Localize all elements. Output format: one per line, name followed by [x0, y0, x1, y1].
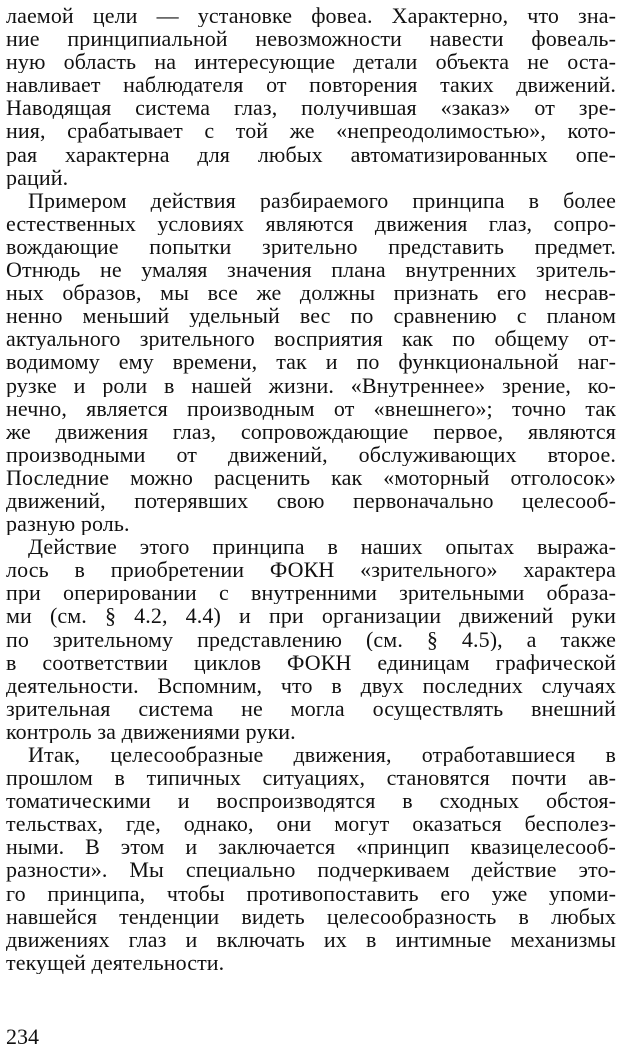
body-text: [6, 4, 616, 974]
text-line: рая характерна для любых автоматизированных опе-: [6, 142, 616, 166]
text-line: движениях глаз и включать их в интимные механизмы: [6, 927, 616, 951]
text-line: ние принципиальной невозможности навести фовеаль-: [6, 27, 616, 51]
page-number: 234: [6, 1024, 39, 1049]
text-line: разности». Мы специально подчеркиваем действие это-: [6, 858, 616, 882]
text-line: Наводящая система глаз, получившая «заказ» от зре-: [6, 96, 616, 120]
text-line: навшейся тенденции видеть целесообразность в любых: [6, 904, 616, 928]
text-line: же движения глаз, сопровождающие первое, являются: [6, 419, 616, 443]
text-line: Примером действия разбираемого принципа в более: [28, 188, 616, 212]
text-line: ненно меньший удельный вес по сравнению с планом: [6, 304, 616, 328]
paragraph: [6, 4, 616, 189]
text-line: ную область на интересующие детали объекта не оста-: [6, 50, 616, 74]
text-line: рузке и роли в нашей жизни. «Внутреннее» зрение, ко-: [6, 373, 616, 397]
text-line: вождающие попытки зрительно представить предмет.: [6, 234, 616, 259]
text-line: Итак, целесообразные движения, отработавшиеся в: [28, 743, 616, 767]
text-line: движений, потерявших свою первоначально целесооб-: [6, 488, 616, 513]
text-line: томатическими и воспроизводятся в сходных обстоя-: [6, 789, 616, 813]
text-line: по зрительному представлению (см. § 4.5), а также: [6, 627, 616, 651]
paragraph: [6, 189, 616, 535]
text-line: текущей деятельности.: [6, 950, 225, 974]
text-line: Последние можно расценить как «моторный отголосок»: [6, 465, 616, 489]
text-line: разную роль.: [6, 512, 130, 536]
text-line: актуального зрительного восприятия как по общему от-: [6, 327, 616, 351]
text-line: зрительная система не могла осуществлять внешний: [6, 696, 616, 720]
text-line: лось в приобретении ФОКН «зрительного» характера: [6, 558, 616, 582]
text-line: ния, срабатывает с той же «непреодолимостью», кото-: [6, 119, 616, 143]
text-line: лаемой цели — установке фовеа. Характерно, что зна-: [6, 4, 616, 28]
text-line: деятельности. Вспомним, что в двух последних случаях: [6, 673, 616, 697]
text-line: ных образов, мы все же должны признать его несрав-: [6, 281, 616, 305]
text-line: ными. В этом и заключается «принцип квазицелесооб-: [6, 835, 616, 859]
text-line: нечно, является производным от «внешнего»; точно так: [6, 396, 616, 420]
text-line: тельствах, где, однако, они могут оказаться бесполез-: [6, 812, 616, 836]
text-line: Действие этого принципа в наших опытах выража-: [28, 535, 616, 559]
text-line: прошлом в типичных ситуациях, становятся почти ав-: [6, 766, 616, 790]
text-line: естественных условиях являются движения глаз, сопро-: [6, 211, 616, 235]
text-line: ми (см. § 4.2, 4.4) и при организации движений руки: [6, 604, 616, 628]
paragraph: [6, 535, 616, 743]
text-line: производными от движений, обслуживающих второе.: [6, 442, 616, 466]
text-line: водимому ему времени, так и по функциональной наг-: [6, 350, 616, 374]
text-line: при оперировании с внутренними зрительными образа-: [6, 581, 616, 605]
text-line: раций.: [6, 165, 69, 189]
text-line: в соответствии циклов ФОКН единицам графической: [6, 650, 616, 674]
paragraph: [6, 743, 616, 974]
text-line: го принципа, чтобы противопоставить его уже упоми-: [6, 881, 616, 905]
text-line: навливает наблюдателя от повторения таких движений.: [6, 73, 616, 97]
text-line: контроль за движениями руки.: [6, 719, 296, 743]
text-line: Отнюдь не умаляя значения плана внутренних зритель-: [6, 258, 616, 282]
